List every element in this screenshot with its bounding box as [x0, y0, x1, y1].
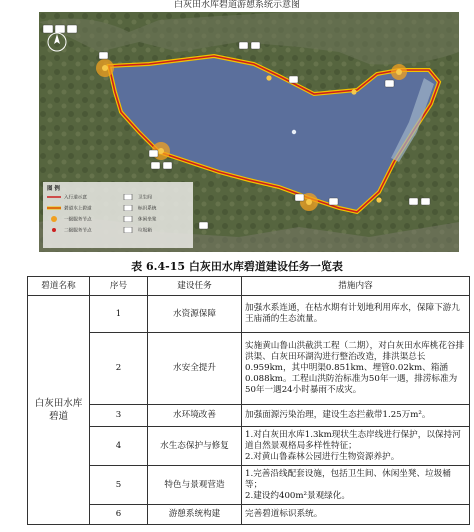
primary-node-core: [396, 69, 402, 75]
legend-item-primary-node: 一级服务节点: [47, 216, 92, 224]
primary-node-core: [102, 65, 108, 71]
secondary-node: [266, 75, 271, 80]
row-task: 水安全提升: [148, 333, 242, 405]
legend-item-walkway: 入行道示意: [47, 194, 87, 202]
row-number: 5: [90, 466, 148, 505]
header-greenway-name: 碧道名称: [28, 277, 90, 296]
table-row: [28, 296, 470, 333]
row-task: 游憩系统构建: [148, 505, 242, 525]
trash-bin-icon: [121, 227, 135, 233]
legend-item-greenway: 碧道水上碧道: [47, 205, 92, 213]
sign-icon: [149, 150, 158, 157]
table-row: [28, 466, 470, 505]
header-content: 措施内容: [242, 277, 470, 296]
table-row: [28, 427, 470, 466]
bench-icon: [199, 222, 208, 229]
row-task: 水资源保障: [148, 296, 242, 333]
bench-icon: [251, 42, 260, 49]
legend-title: 图 例: [47, 186, 60, 192]
header-number: 序号: [90, 277, 148, 296]
row-number: 4: [90, 427, 148, 466]
bench-icon: [121, 216, 135, 222]
table-row: [28, 333, 470, 405]
sign-icon: [99, 52, 108, 59]
row-content: 实施黄山鲁山洪截洪工程（二期），对白灰田水库桃花谷排洪渠、白灰田环湖沟进行整治改造，排洪渠总长0.959km，其中明渠0.851km、埋管0.02km、箱涵0.088km。工程山洪防治标准为50年一遇，排涝标准为50年一遇24小时暴雨不成灾。: [242, 333, 470, 405]
reservoir-map: [39, 12, 459, 252]
trash-bin-icon: [421, 198, 430, 205]
row-content: 加强水系连通，在枯水期有计划地利用库水，保障下游九王庙涌的生态流量。: [242, 296, 470, 333]
greenway-line-icon: [47, 205, 61, 211]
secondary-node-icon: [47, 227, 61, 233]
task-table: [27, 276, 470, 525]
row-number: 3: [90, 405, 148, 427]
legend-item-secondary-node: 二级服务节点: [47, 227, 92, 235]
row-content: 完善碧道标识系统。: [242, 505, 470, 525]
signage-icon: [121, 205, 135, 211]
bench-icon: [163, 162, 172, 169]
row-content: 1.对白灰田水库1.3km现状生态岸线进行保护，以保持河道自然景观格局多样性特征； 2.对黄山鲁森林公园进行生物资源养护。: [242, 427, 470, 466]
sign-icon: [409, 198, 418, 205]
secondary-node: [376, 197, 381, 202]
secondary-node: [351, 89, 356, 94]
island-marker: [292, 130, 296, 134]
primary-node-core: [306, 199, 312, 205]
map-legend: [43, 182, 193, 248]
row-number: 1: [90, 296, 148, 333]
table-row: [28, 505, 470, 525]
walkway-line-icon: [47, 194, 61, 200]
primary-node-core: [158, 148, 164, 154]
row-content: 加强面源污染治理，建设生态拦截带1.25万m²。: [242, 405, 470, 427]
bench-icon: [55, 25, 65, 33]
legend-item-bench: 休闲坐凳: [121, 216, 156, 224]
legend-item-restroom: 卫生间: [121, 194, 152, 202]
greenway-name-cell: 白灰田水库碧道: [28, 296, 90, 525]
row-task: 特色与景观营造: [148, 466, 242, 505]
header-task: 建设任务: [148, 277, 242, 296]
table-header-row: [28, 277, 470, 296]
legend-item-signage: 标识系统: [121, 205, 156, 213]
bench-icon: [295, 194, 304, 201]
sign-icon: [239, 42, 248, 49]
restroom-icon: [43, 25, 53, 33]
row-task: 水环境改善: [148, 405, 242, 427]
table-caption: 表 6.4-15 白灰田水库碧道建设任务一览表: [131, 260, 343, 273]
restroom-icon: [329, 198, 338, 205]
row-content: 1.完善沿线配套设施，包括卫生间、休闲坐凳、垃圾桶等； 2.建设约400m²景观绿化。: [242, 466, 470, 505]
primary-node-icon: [47, 216, 61, 222]
map-title: 白灰田水库碧道游憩系统示意图: [173, 0, 300, 10]
trash-bin-icon: [67, 25, 77, 33]
restroom-icon: [121, 194, 135, 200]
row-number: 2: [90, 333, 148, 405]
restroom-icon: [151, 162, 160, 169]
legend-item-trash-bin: 垃圾箱: [121, 227, 152, 235]
sign-icon: [385, 80, 394, 87]
row-task: 水生态保护与修复: [148, 427, 242, 466]
row-number: 6: [90, 505, 148, 525]
trash-bin-icon: [289, 76, 298, 83]
table-row: [28, 405, 470, 427]
